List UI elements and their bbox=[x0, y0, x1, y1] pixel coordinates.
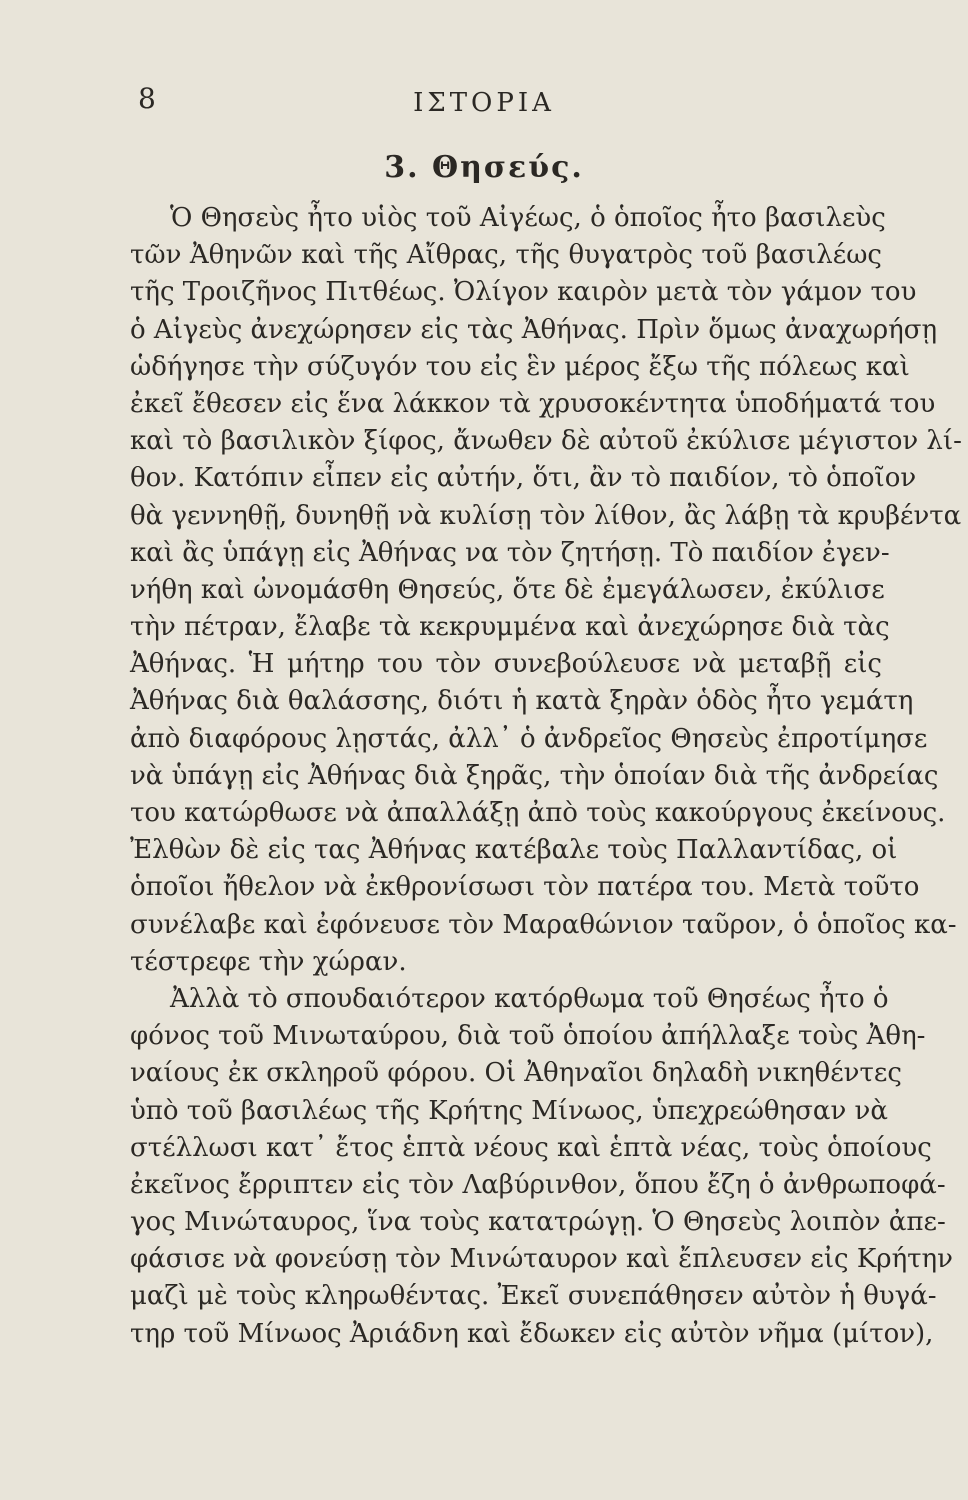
section-title: 3. Θησεύς. bbox=[384, 150, 584, 185]
text-line: Ἐλθὼν δὲ εἰς τας Ἀθήνας κατέβαλε τοὺς Παλλαντίδας, οἱ bbox=[130, 835, 898, 866]
text-line: συνέλαβε καὶ ἐφόνευσε τὸν Μαραθώνιον ταῦρον, ὁ ὁποῖος κα- bbox=[130, 909, 957, 940]
text-line: ναίους ἐκ σκληροῦ φόρου. Οἱ Ἀθηναῖοι δηλαδὴ νικηθέντες bbox=[130, 1058, 902, 1089]
text-line: θον. Κατόπιν εἶπεν εἰς αὐτήν, ὅτι, ἂν τὸ παιδίον, τὸ ὁποῖον bbox=[130, 463, 917, 494]
text-line: τῆς Τροιζῆνος Πιτθέως. Ὀλίγον καιρὸν μετὰ τὸν γάμον του bbox=[130, 277, 917, 308]
text-line: ἐκεῖ ἔθεσεν εἰς ἕνα λάκκον τὰ χρυσοκέντητα ὑποδήματά του bbox=[130, 388, 936, 419]
text-line: ἐκεῖνος ἔρριπτεν εἰς τὸν Λαβύρινθον, ὅπου ἔζη ὁ ἀνθρωποφά- bbox=[130, 1169, 946, 1200]
paragraph bbox=[130, 981, 953, 1353]
text-line: ἀπὸ διαφόρους λῃστάς, ἀλλ᾿ ὁ ἀνδρεῖος Θησεὺς ἐπροτίμησε bbox=[130, 723, 928, 754]
text-line: ὑπὸ τοῦ βασιλέως τῆς Κρήτης Μίνωος, ὑπεχρεώθησαν νὰ bbox=[130, 1095, 888, 1126]
text-line: τὴν πέτραν, ἔλαβε τὰ κεκρυμμένα καὶ ἀνεχώρησε διὰ τὰς bbox=[130, 612, 890, 643]
text-line: ὁ Αἰγεὺς ἀνεχώρησεν εἰς τὰς Ἀθήνας. Πρὶν ὅμως ἀναχωρήσῃ bbox=[130, 314, 938, 345]
text-line: μαζὶ μὲ τοὺς κληρωθέντας. Ἐκεῖ συνεπάθησεν αὐτὸν ἡ θυγά- bbox=[130, 1281, 937, 1312]
text-line: Ὁ Θησεὺς ἦτο υἱὸς τοῦ Αἰγέως, ὁ ὁποῖος ἦτο βασιλεὺς bbox=[170, 203, 886, 233]
text-line: τῶν Ἀθηνῶν καὶ τῆς Αἴθρας, τῆς θυγατρὸς τοῦ βασιλέως bbox=[130, 240, 882, 271]
running-head: ΙΣΤΟΡΙΑ bbox=[413, 88, 555, 118]
text-line: Ἀλλὰ τὸ σπουδαιότερον κατόρθωμα τοῦ Θησέως ἦτο ὁ bbox=[170, 983, 889, 1014]
text-line: τέστρεφε τὴν χώραν. bbox=[130, 946, 407, 977]
text-line: στέλλωσι κατ᾿ ἔτος ἑπτὰ νέους καὶ ἑπτὰ νέας, τοὺς ὁποίους bbox=[130, 1132, 932, 1163]
text-line: του κατώρθωσε νὰ ἀπαλλάξῃ ἀπὸ τοὺς κακούργους ἐκείνους. bbox=[130, 798, 946, 828]
text-line: Ἀθήνας διὰ θαλάσσης, διότι ἡ κατὰ ξηρὰν ὁδὸς ἦτο γεμάτη bbox=[130, 686, 914, 717]
text-line: νήθη καὶ ὠνομάσθη Θησεύς, ὅτε δὲ ἐμεγάλωσεν, ἐκύλισε bbox=[130, 574, 885, 605]
text-line: Ἀθήνας. Ἡ μήτηρ του τὸν συνεβούλευσε νὰ μεταβῇ εἰς bbox=[130, 649, 882, 680]
text-line: φάσισε νὰ φονεύσῃ τὸν Μινώταυρον καὶ ἔπλευσεν εἰς Κρήτην bbox=[130, 1244, 953, 1275]
text-line: φόνος τοῦ Μινωταύρου, διὰ τοῦ ὁποίου ἀπήλλαξε τοὺς Ἀθη- bbox=[130, 1021, 926, 1052]
text-line: ὁποῖοι ἤθελον νὰ ἐκθρονίσωσι τὸν πατέρα του. Μετὰ τοῦτο bbox=[130, 872, 920, 903]
text-line: νὰ ὑπάγῃ εἰς Ἀθήνας διὰ ξηρᾶς, τὴν ὁποίαν διὰ τῆς ἀνδρείας bbox=[130, 760, 939, 791]
text-line: γος Μινώταυρος, ἵνα τοὺς κατατρώγῃ. Ὁ Θησεὺς λοιπὸν ἀπε- bbox=[130, 1207, 946, 1238]
paragraph bbox=[130, 200, 962, 981]
text-line: καὶ ἂς ὑπάγῃ εἰς Ἀθήνας να τὸν ζητήσῃ. Τὸ παιδίον ἐγεν- bbox=[130, 537, 890, 568]
text-line: καὶ τὸ βασιλικὸν ξίφος, ἄνωθεν δὲ αὐτοῦ ἐκύλισε μέγιστον λί- bbox=[130, 426, 962, 457]
text-line: ὡδήγησε τὴν σύζυγόν του εἰς ἓν μέρος ἔξω τῆς πόλεως καὶ bbox=[130, 351, 910, 382]
body-text bbox=[130, 200, 962, 1353]
text-line: τηρ τοῦ Μίνωος Ἀριάδνη καὶ ἔδωκεν εἰς αὐτὸν νῆμα (μίτον), bbox=[130, 1318, 934, 1349]
text-line: θὰ γεννηθῇ, δυνηθῇ νὰ κυλίσῃ τὸν λίθον, ἂς λάβῃ τὰ κρυβέντα bbox=[130, 500, 962, 531]
page-number: 8 bbox=[138, 82, 157, 115]
